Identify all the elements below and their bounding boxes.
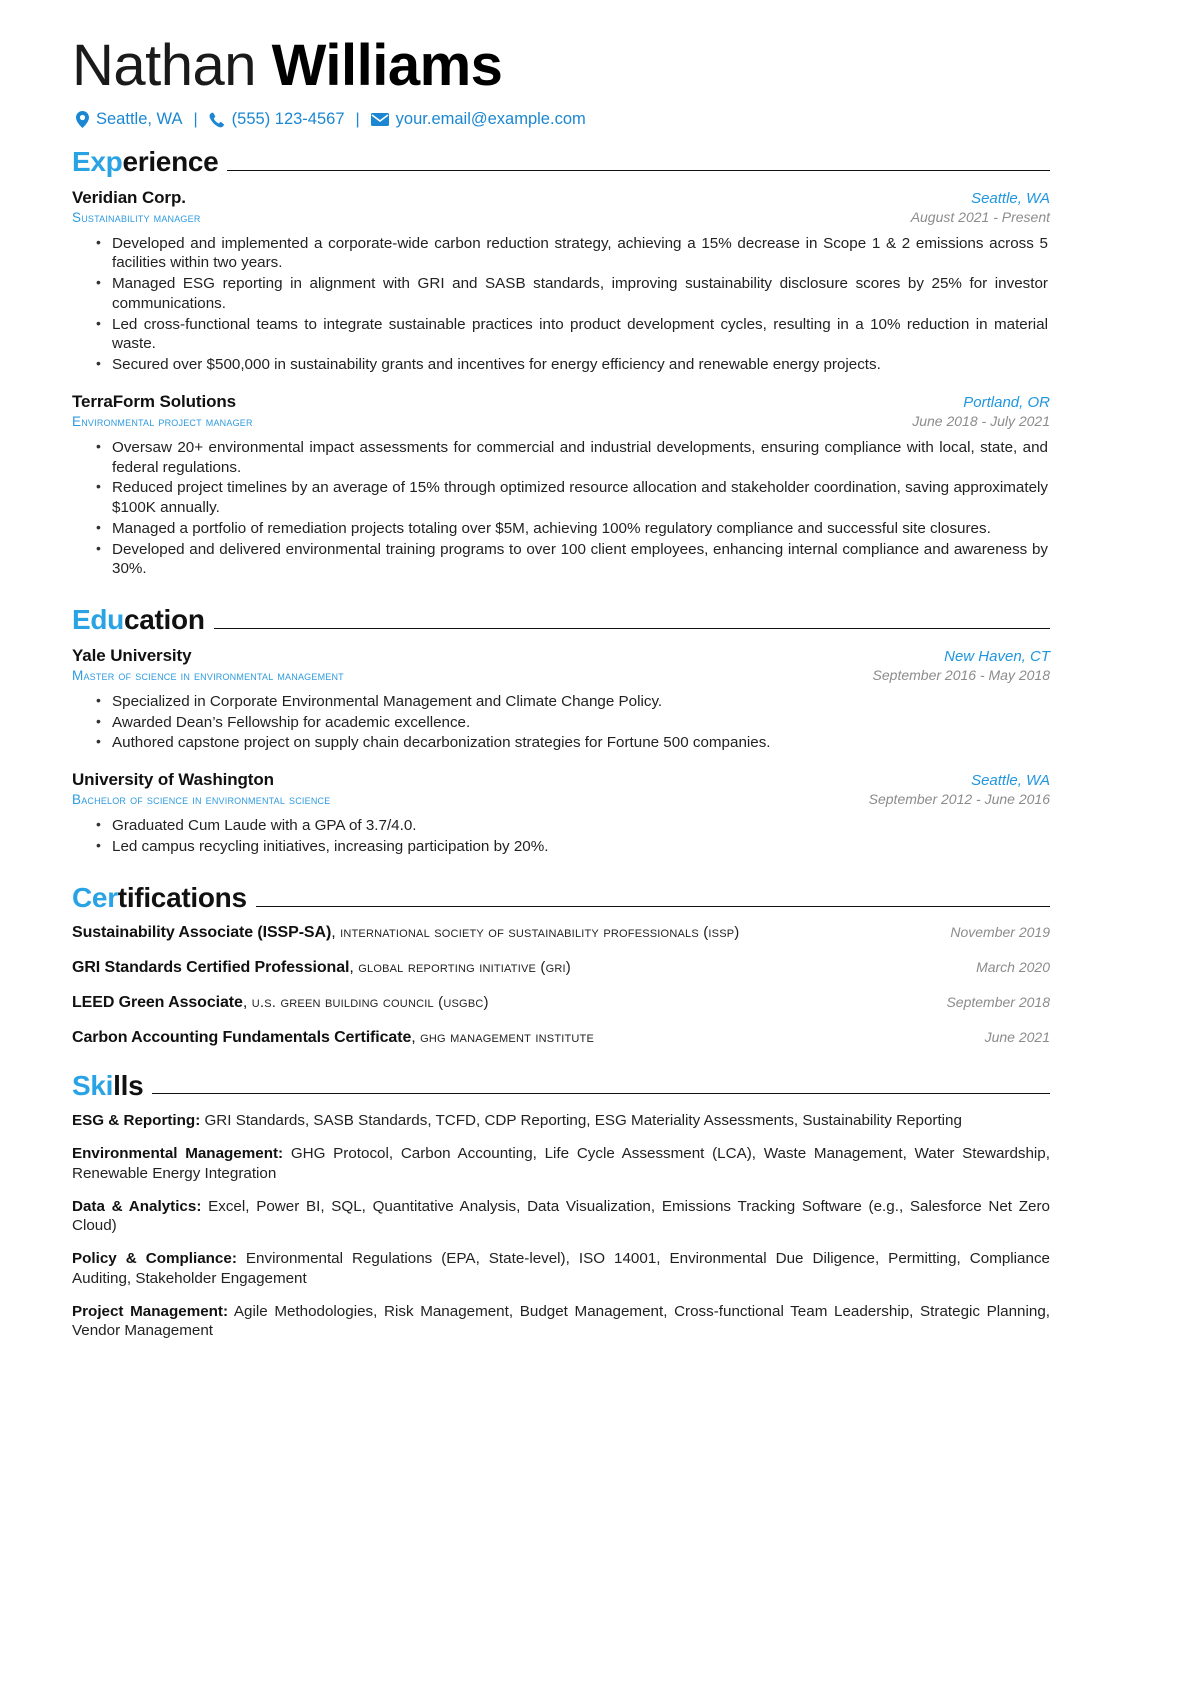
contact-bar — [76, 109, 1050, 131]
bullet-item: • Authored capstone project on supply chain decarbonization strategies for Fortune 500 companies. — [112, 733, 1050, 753]
employer-name: Veridian Corp. — [72, 187, 186, 207]
bullet-item: • Managed a portfolio of remediation projects totaling over $5M, achieving 100% regulatory compliance and successful site closures. — [112, 519, 1050, 539]
last-name: Williams — [271, 33, 503, 98]
skill-values: Excel, Power BI, SQL, Quantitative Analysis, Data Visualization, Emissions Tracking Software (e.g., Salesforce Net Zero Cloud) — [72, 1197, 1050, 1235]
certification-issuer: global reporting initiative (gri) — [358, 958, 571, 976]
skill-item — [72, 1249, 1050, 1289]
heading-rule — [214, 628, 1050, 629]
section-skills — [72, 1071, 1050, 1342]
job-dates: June 2018 - July 2021 — [912, 412, 1050, 429]
skills-heading — [72, 1071, 1050, 1102]
employer-location: Seattle, WA — [971, 189, 1050, 207]
experience-heading-rest: erience — [122, 145, 219, 177]
certification-name: GRI Standards Certified Professional — [72, 958, 350, 976]
heading-rule — [152, 1093, 1050, 1094]
experience-heading-accent: Exp — [72, 145, 123, 177]
skill-category: Policy & Compliance: — [72, 1250, 237, 1268]
experience-bullets — [72, 234, 1050, 375]
education-heading-accent: Edu — [72, 604, 124, 636]
degree-title: Master of science in environmental management — [72, 667, 344, 683]
certification-issuer: u.s. green building council (usgbc) — [251, 993, 489, 1011]
skill-category: Environmental Management: — [72, 1145, 284, 1163]
bullet-item: • Managed ESG reporting in alignment with GRI and SASB standards, improving sustainability disclosure scores by 25% for investor communications. — [112, 274, 1050, 314]
bullet-item: • Developed and implemented a corporate-wide carbon reduction strategy, achieving a 15% decrease in Scope 1 & 2 emissions across 5 facilities within two years. — [112, 234, 1050, 274]
skill-item — [72, 1302, 1050, 1342]
degree-dates: September 2012 - June 2016 — [868, 791, 1050, 808]
education-entry — [72, 770, 1050, 857]
bullet-item: • Awarded Dean’s Fellowship for academic excellence. — [112, 713, 1050, 733]
heading-rule — [227, 170, 1050, 171]
experience-entry — [72, 392, 1050, 579]
bullet-item: • Reduced project timelines by an average of 15% through optimized resource allocation and stakeholder coordination, saving approximately $100K annually. — [112, 478, 1050, 518]
resume-header — [72, 33, 1050, 131]
degree-title: Bachelor of science in environmental science — [72, 792, 331, 808]
skill-values: GRI Standards, SASB Standards, TCFD, CDP Reporting, ESG Materiality Assessments, Sustainability Reporting — [204, 1112, 962, 1130]
skill-item — [72, 1111, 1050, 1131]
bullet-item: • Led cross-functional teams to integrate sustainable practices into product development cycles, resulting in a 10% reduction in material waste. — [112, 315, 1050, 355]
envelope-icon — [371, 113, 389, 126]
certification-item: Carbon Accounting Fundamentals Certificate, ghg management institute June 2021 — [72, 1028, 1050, 1046]
experience-entry — [72, 188, 1050, 375]
school-name: Yale University — [72, 645, 192, 665]
certification-name: LEED Green Associate — [72, 993, 243, 1011]
skill-category: ESG & Reporting: — [72, 1112, 201, 1130]
certification-date: November 2019 — [950, 923, 1050, 940]
job-title: Environmental project manager — [72, 413, 253, 429]
contact-location — [76, 110, 183, 129]
bullet-item: • Oversaw 20+ environmental impact assessments for commercial and industrial developments, ensuring compliance with local, state, and federal regulations. — [112, 438, 1050, 478]
candidate-name — [72, 33, 1050, 98]
certification-name: Carbon Accounting Fundamentals Certificate — [72, 1028, 412, 1046]
certification-issuer: international society of sustainability professionals (issp) — [340, 923, 740, 941]
bullet-item: • Specialized in Corporate Environmental Management and Climate Change Policy. — [112, 692, 1050, 712]
phone-text: (555) 123-4567 — [231, 110, 345, 129]
section-education — [72, 605, 1050, 857]
map-pin-icon — [76, 111, 89, 128]
contact-separator-2: | — [355, 110, 360, 128]
certification-date: March 2020 — [976, 958, 1050, 975]
skill-values: Agile Methodologies, Risk Management, Budget Management, Cross-functional Team Leadership, Strategic Planning, Vendor Management — [72, 1302, 1050, 1340]
skill-values: GHG Protocol, Carbon Accounting, Life Cycle Assessment (LCA), Waste Management, Water Stewardship, Renewable Energy Integration — [72, 1145, 1050, 1182]
contact-phone — [209, 110, 345, 129]
section-certifications — [72, 883, 1050, 1047]
experience-heading — [72, 147, 1050, 178]
employer-location: Portland, OR — [963, 393, 1050, 411]
school-name: University of Washington — [72, 770, 274, 790]
skill-item — [72, 1197, 1050, 1237]
contact-separator-1: | — [193, 110, 198, 128]
certification-item: Sustainability Associate (ISSP-SA), international society of sustainability professionals (issp) November 2019 — [72, 923, 1050, 941]
education-entry — [72, 646, 1050, 753]
certification-item: LEED Green Associate, u.s. green building council (usgbc) September 2018 — [72, 993, 1050, 1011]
certification-list — [72, 924, 1050, 1047]
skill-category: Project Management: — [72, 1302, 229, 1320]
job-title: Sustainability manager — [72, 209, 201, 225]
bullet-item: • Secured over $500,000 in sustainability grants and incentives for energy efficiency and renewable energy projects. — [112, 355, 1050, 375]
bullet-item: • Developed and delivered environmental training programs to over 100 client employees, enhancing internal compliance and awareness by 30%. — [112, 540, 1050, 580]
skills-list — [72, 1111, 1050, 1341]
certification-date: June 2021 — [984, 1028, 1050, 1045]
certifications-heading — [72, 883, 1050, 914]
education-bullets — [72, 692, 1050, 753]
bullet-item: • Led campus recycling initiatives, increasing participation by 20%. — [112, 837, 1050, 857]
certifications-heading-accent: Cer — [72, 881, 118, 913]
email-text: your.email@example.com — [395, 110, 586, 129]
education-bullets — [72, 816, 1050, 857]
section-experience — [72, 147, 1050, 579]
certifications-heading-rest: tifications — [117, 881, 247, 913]
school-location: Seattle, WA — [971, 772, 1050, 790]
skill-values: Environmental Regulations (EPA, State-level), ISO 14001, Environmental Due Diligence, Permitting, Compliance Auditing, Stakeholder Engagement — [72, 1250, 1050, 1287]
certification-item: GRI Standards Certified Professional, global reporting initiative (gri) March 2020 — [72, 958, 1050, 976]
certification-name: Sustainability Associate (ISSP-SA) — [72, 923, 332, 941]
job-dates: August 2021 - Present — [910, 208, 1050, 225]
phone-icon — [209, 112, 225, 128]
certification-date: September 2018 — [946, 993, 1050, 1010]
first-name: Nathan — [72, 33, 257, 98]
location-text: Seattle, WA — [96, 110, 183, 129]
heading-rule — [256, 906, 1050, 907]
school-location: New Haven, CT — [944, 647, 1050, 665]
employer-name: TerraForm Solutions — [72, 391, 237, 411]
bullet-item: • Graduated Cum Laude with a GPA of 3.7/4.0. — [112, 816, 1050, 836]
education-heading-rest: cation — [123, 604, 205, 636]
skills-heading-rest: lls — [113, 1069, 144, 1101]
skills-heading-accent: Ski — [72, 1069, 114, 1101]
contact-email — [371, 110, 586, 129]
experience-bullets — [72, 438, 1050, 579]
skill-item — [72, 1144, 1050, 1184]
certification-issuer: ghg management institute — [420, 1028, 595, 1046]
education-heading — [72, 605, 1050, 636]
degree-dates: September 2016 - May 2018 — [872, 666, 1050, 683]
skill-category: Data & Analytics: — [72, 1197, 202, 1215]
